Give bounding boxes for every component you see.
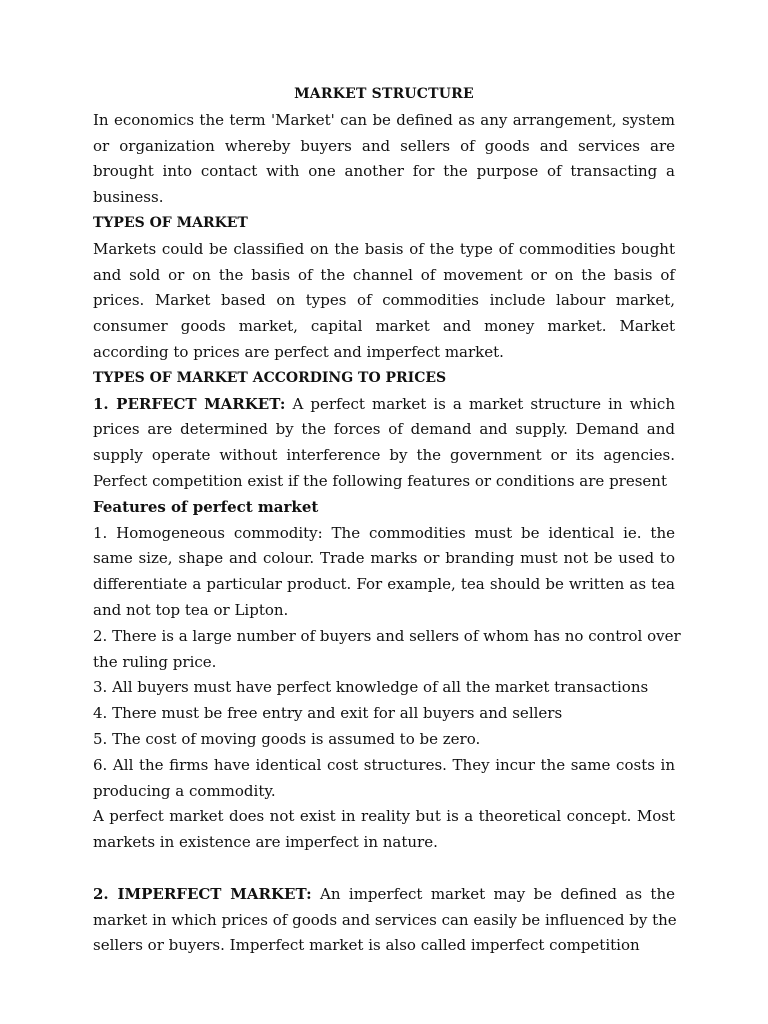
features-line-6: the ruling price. — [93, 652, 217, 671]
imperfect-market-label: 2. IMPERFECT MARKET: — [93, 884, 312, 903]
features-line-8: 4. There must be free entry and exit for all buyers and sellers — [93, 704, 563, 723]
types-line-1: Markets could be classified on the basis of the type of commodities bought — [93, 239, 675, 258]
features-heading: Features of perfect market — [93, 497, 319, 516]
perfect-first-line-text: A perfect market is a market structure in which — [285, 394, 675, 413]
types-line-4: consumer goods market, capital market and money market. Market — [93, 317, 675, 336]
intro-line-3: brought into contact with one another for the purpose of transacting a — [93, 162, 675, 181]
features-list — [93, 521, 681, 856]
intro-paragraph — [93, 108, 675, 211]
features-line-12: A perfect market does not exist in reality but is a theoretical concept. Most — [93, 807, 675, 826]
perfect-line-4: Perfect competition exist if the following features or conditions are present — [93, 471, 667, 490]
perfect-market-paragraph — [93, 392, 675, 495]
perfect-line-2: prices are determined by the forces of demand and supply. Demand and — [93, 420, 675, 439]
features-line-3: differentiate a particular product. For example, tea should be written as tea — [93, 575, 675, 594]
intro-line-2: or organization whereby buyers and sellers of goods and services are — [93, 136, 675, 155]
document-title: MARKET STRUCTURE — [294, 86, 474, 102]
perfect-line-1 — [93, 392, 675, 418]
features-line-4: and not top tea or Lipton. — [93, 600, 289, 619]
perfect-market-label: 1. PERFECT MARKET: — [93, 394, 286, 413]
prices-heading: TYPES OF MARKET ACCORDING TO PRICES — [93, 369, 447, 386]
features-line-9: 5. The cost of moving goods is assumed to be zero. — [93, 729, 481, 748]
types-line-2: and sold or on the basis of the channel of movement or on the basis of — [93, 265, 675, 284]
imperfect-line-2: market in which prices of goods and services can easily be influenced by the — [93, 910, 677, 929]
types-line-5: according to prices are perfect and imperfect market. — [93, 342, 504, 361]
document-page — [93, 82, 681, 959]
imperfect-line-3: sellers or buyers. Imperfect market is also called imperfect competition — [93, 936, 640, 955]
imperfect-first-line-text: An imperfect market may be defined as the — [311, 884, 675, 903]
features-line-13: markets in existence are imperfect in nature. — [93, 833, 438, 852]
blank-spacer — [93, 856, 675, 882]
types-paragraph — [93, 237, 675, 366]
imperfect-market-paragraph — [93, 882, 675, 959]
perfect-line-3: supply operate without interference by the government or its agencies. — [93, 446, 675, 465]
features-line-7: 3. All buyers must have perfect knowledge of all the market transactions — [93, 678, 649, 697]
imperfect-line-1 — [93, 882, 675, 908]
types-line-3: prices. Market based on types of commodities include labour market, — [93, 291, 675, 310]
intro-line-1: In economics the term 'Market' can be defined as any arrangement, system — [93, 110, 675, 129]
features-line-11: producing a commodity. — [93, 781, 276, 800]
features-line-5: 2. There is a large number of buyers and sellers of whom has no control over — [93, 626, 681, 645]
types-of-market-heading: TYPES OF MARKET — [93, 214, 248, 231]
features-line-10: 6. All the firms have identical cost structures. They incur the same costs in — [93, 755, 675, 774]
features-line-2: same size, shape and colour. Trade marks or branding must not be used to — [93, 549, 675, 568]
features-line-1: 1. Homogeneous commodity: The commodities must be identical ie. the — [93, 523, 675, 542]
intro-line-4: business. — [93, 188, 164, 207]
